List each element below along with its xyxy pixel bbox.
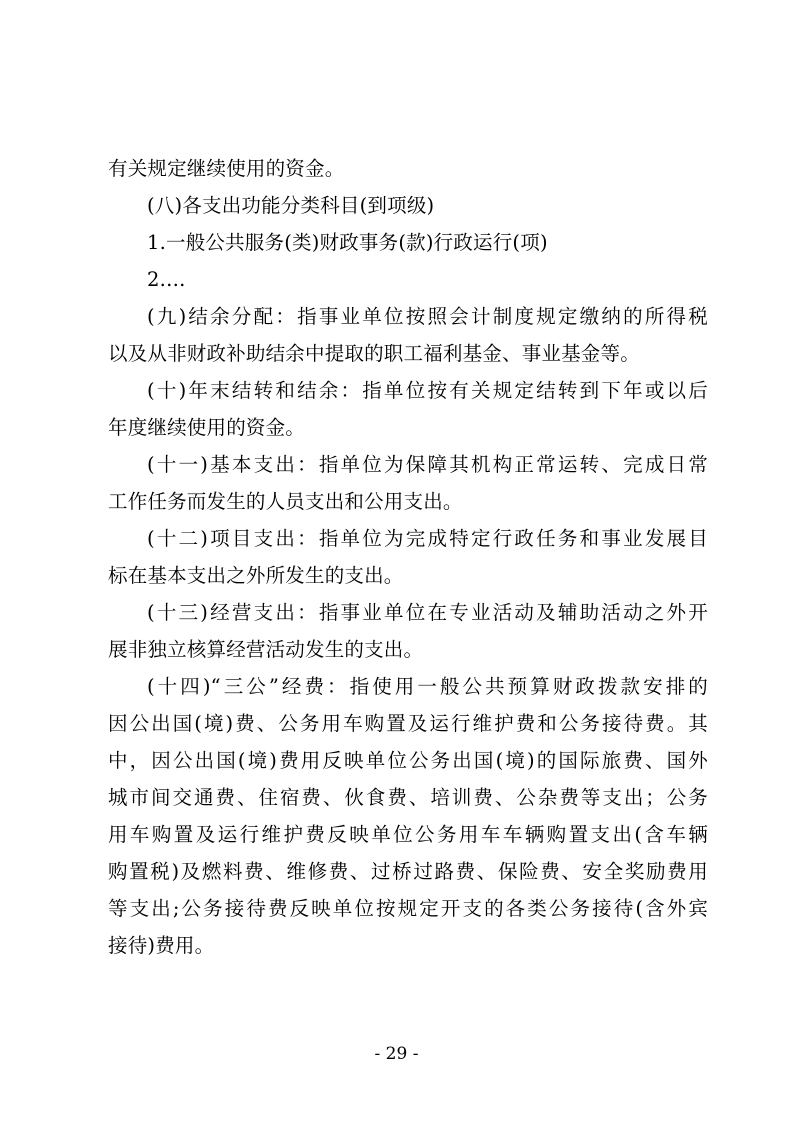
text-line: 城市间交通费、住宿费、伙食费、培训费、公杂费等支出；公务 [108, 786, 708, 809]
text-line: 中，因公出国(境)费用反映单位公务出国(境)的国际旅费、国外 [108, 749, 708, 772]
text-line: 展非独立核算经营活动发生的支出。 [108, 638, 424, 661]
text-line: (十四)“三公”经费：指使用一般公共预算财政拨款安排的 [147, 675, 708, 698]
page-number: - 29 - [374, 1044, 419, 1064]
text-line: 年度继续使用的资金。 [108, 416, 306, 439]
text-line: 因公出国(境)费、公务用车购置及运行维护费和公务接待费。其 [108, 712, 708, 735]
document-body [108, 150, 708, 964]
text-line: (八)各支出功能分类科目(到项级) [147, 194, 435, 217]
text-line: 标在基本支出之外所发生的支出。 [108, 564, 404, 587]
text-line: 工作任务而发生的人员支出和公用支出。 [108, 490, 463, 513]
text-line: 购置税)及燃料费、维修费、过桥过路费、保险费、安全奖励费用 [108, 860, 708, 883]
text-line: (九)结余分配：指事业单位按照会计制度规定缴纳的所得税 [147, 305, 708, 328]
text-line: 接待)费用。 [108, 934, 215, 957]
text-line: (十三)经营支出：指事业单位在专业活动及辅助活动之外开 [147, 601, 708, 624]
text-line: (十)年末结转和结余：指单位按有关规定结转到下年或以后 [147, 379, 708, 402]
text-line: 1.一般公共服务(类)财政事务(款)行政运行(项) [147, 231, 548, 254]
text-line: 等支出;公务接待费反映单位按规定开支的各类公务接待(含外宾 [108, 897, 708, 920]
text-line: 有关规定继续使用的资金。 [108, 157, 345, 180]
text-line: (十一)基本支出：指单位为保障其机构正常运转、完成日常 [147, 453, 708, 476]
text-line: 以及从非财政补助结余中提取的职工福利基金、事业基金等。 [108, 342, 640, 365]
text-line: 2.… [147, 268, 186, 291]
text-line: 用车购置及运行维护费反映单位公务用车车辆购置支出(含车辆 [108, 823, 708, 846]
text-line: (十二)项目支出：指单位为完成特定行政任务和事业发展目 [147, 527, 708, 550]
